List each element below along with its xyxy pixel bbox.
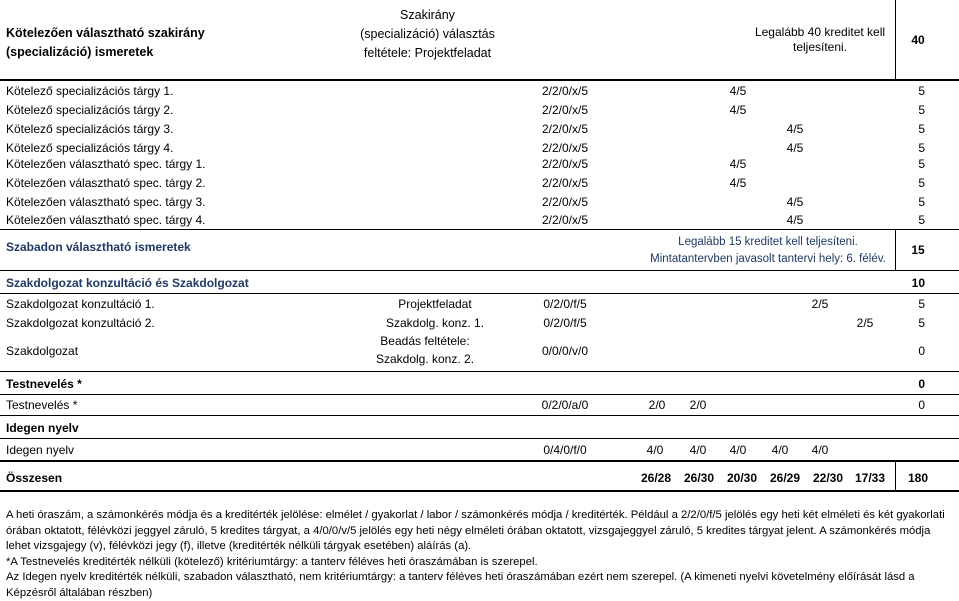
table-row-name: Kötelező specializációs tárgy 3. (6, 122, 174, 136)
table-row-code: 0/2/0/a/0 (541, 398, 589, 412)
table-row-credit: 5 (918, 213, 925, 227)
table-row-semester: 4/0 (689, 443, 707, 457)
table-row-name: Szakdolgozat konzultáció 1. (6, 297, 155, 311)
table-row-semester: 4/5 (786, 122, 804, 136)
divider (895, 0, 896, 80)
table-row-prerequisite: Projektfeladat (398, 297, 472, 311)
free-choice-credits: 15 (911, 243, 925, 257)
divider (0, 415, 959, 416)
divider (0, 460, 959, 462)
divider (895, 461, 896, 491)
table-row-name: Kötelezően választható spec. tárgy 3. (6, 195, 206, 209)
table-row-code: 0/4/0/f/0 (543, 443, 587, 457)
footnote-notation: A heti óraszám, a számonkérés módja és a kreditérték jelölése: elmélet / gyakorlat / labor / számonkérés módja / kreditérték. Például a 2/2/0/f/5 jelölés egy heti két elméleti és két gyakorlati órában oktatott, félévközi jeggyel záruló, 5 kredites tárgyat, a 4/0/0/v/5 jelölés egy heti négy elméleti órában oktatott, vizsgajeggyel záruló, 5 kredites tárgyat jelent. A számonkérés módja lehet vizsgajegy (v), félévközi jegy (f), illetve (kreditérték nélküli tárgyak esetében) aláírás (a). (6, 509, 945, 552)
pe-section-credits: 0 (918, 377, 925, 391)
table-row-name: Kötelező specializációs tárgy 4. (6, 141, 174, 155)
total-semester: 17/33 (854, 471, 886, 485)
table-row-code: 2/2/0/x/5 (541, 103, 589, 117)
total-label: Összesen (6, 471, 63, 485)
table-row-name: Kötelező specializációs tárgy 2. (6, 103, 174, 117)
table-row-credit: 0 (918, 344, 925, 358)
table-row-semester: 4/5 (786, 213, 804, 227)
table-row-semester: 4/5 (786, 195, 804, 209)
table-row-name: Testnevelés * (6, 398, 78, 412)
table-row-semester: 4/0 (771, 443, 789, 457)
total-semester: 26/28 (640, 471, 672, 485)
table-row-code: 2/2/0/x/5 (541, 195, 589, 209)
divider (0, 270, 959, 271)
thesis-section-credits: 10 (911, 276, 925, 290)
table-row-name: Kötelezően választható spec. tárgy 1. (6, 157, 206, 171)
table-row-name: Kötelezően választható spec. tárgy 4. (6, 213, 206, 227)
header-specialization-title: Kötelezően választható szakirány (specializáció) ismeretek (6, 26, 205, 59)
table-row-prerequisite: Szakdolg. konz. 2. (375, 352, 475, 366)
header-credit-requirement: Legalább 40 kreditet kell teljesíteni. (754, 25, 886, 54)
total-semester: 26/30 (683, 471, 715, 485)
divider (0, 229, 959, 230)
table-row-credit: 5 (918, 297, 925, 311)
divider (0, 490, 959, 492)
table-row-code: 0/0/0/v/0 (541, 344, 589, 358)
table-row-semester: 4/0 (811, 443, 829, 457)
free-choice-title: Szabadon választható ismeretek (6, 240, 191, 254)
thesis-section-title: Szakdolgozat konzultáció és Szakdolgozat (6, 276, 249, 290)
table-row-code: 0/2/0/f/5 (543, 297, 587, 311)
table-row-credit: 5 (918, 176, 925, 190)
free-choice-semester: Mintatantervben javasolt tantervi hely: 6. félév. (650, 253, 886, 265)
table-row-name: Idegen nyelv (6, 443, 75, 457)
table-row-prerequisite: Beadás feltétele: (380, 334, 470, 348)
table-row-credit: 5 (918, 103, 925, 117)
table-row-credit: 5 (918, 316, 925, 330)
table-row-semester: 4/5 (729, 103, 747, 117)
table-row-credit: 5 (918, 141, 925, 155)
free-choice-requirement: Legalább 15 kreditet kell teljesíteni. (678, 236, 858, 248)
table-row-semester: 2/0 (689, 398, 707, 412)
table-row-credit: 5 (918, 157, 925, 171)
table-row-semester: 2/0 (648, 398, 666, 412)
header-credits: 40 (911, 33, 925, 47)
divider (0, 394, 959, 395)
total-semester: 26/29 (769, 471, 801, 485)
divider (0, 79, 959, 81)
footnote-foreign-language: Az Idegen nyelv kreditérték nélküli, szabadon választható, nem kritériumtárgy: a tanterv féléves heti óraszámában ezért nem szerepel. (A kimeneti nyelvi követelmény előírását lásd a Képzésről általában részben) (6, 571, 915, 599)
table-row-code: 2/2/0/x/5 (541, 141, 589, 155)
table-row-semester: 2/5 (811, 297, 829, 311)
table-row-name: Kötelező specializációs tárgy 1. (6, 84, 174, 98)
total-semester: 20/30 (726, 471, 758, 485)
table-row-credit: 5 (918, 195, 925, 209)
table-row-semester: 4/5 (729, 176, 747, 190)
table-row-name: Kötelezően választható spec. tárgy 2. (6, 176, 206, 190)
language-section-title: Idegen nyelv (6, 421, 79, 435)
divider (0, 293, 959, 294)
total-semester: 22/30 (812, 471, 844, 485)
table-row-credit: 5 (918, 84, 925, 98)
table-row-semester: 4/5 (729, 84, 747, 98)
table-row-code: 2/2/0/x/5 (541, 176, 589, 190)
table-row-credit: 0 (918, 398, 925, 412)
divider (0, 371, 959, 372)
table-row-semester: 4/5 (729, 157, 747, 171)
table-row-code: 2/2/0/x/5 (541, 122, 589, 136)
table-row-credit: 5 (918, 122, 925, 136)
table-row-prerequisite: Szakdolg. konz. 1. (385, 316, 485, 330)
total-credits: 180 (907, 471, 929, 485)
table-row-code: 2/2/0/x/5 (541, 157, 589, 171)
table-row-semester: 4/5 (786, 141, 804, 155)
header-prerequisite: Szakirány (specializáció) választás feltétele: Projektfeladat (360, 8, 495, 60)
footnotes (6, 508, 954, 601)
table-row-name: Szakdolgozat (6, 344, 79, 358)
table-row-code: 2/2/0/x/5 (541, 213, 589, 227)
divider (0, 438, 959, 439)
pe-section-title: Testnevelés * (6, 377, 82, 391)
table-row-semester: 4/0 (729, 443, 747, 457)
table-row-code: 2/2/0/x/5 (541, 84, 589, 98)
footnote-physical-education: *A Testnevelés kreditérték nélküli (kötelező) kritériumtárgy: a tanterv féléves heti óraszámában is szerepel. (6, 555, 538, 568)
divider (895, 230, 896, 270)
table-row-code: 0/2/0/f/5 (543, 316, 587, 330)
table-row-semester: 2/5 (856, 316, 874, 330)
table-row-name: Szakdolgozat konzultáció 2. (6, 316, 155, 330)
table-row-semester: 4/0 (646, 443, 664, 457)
